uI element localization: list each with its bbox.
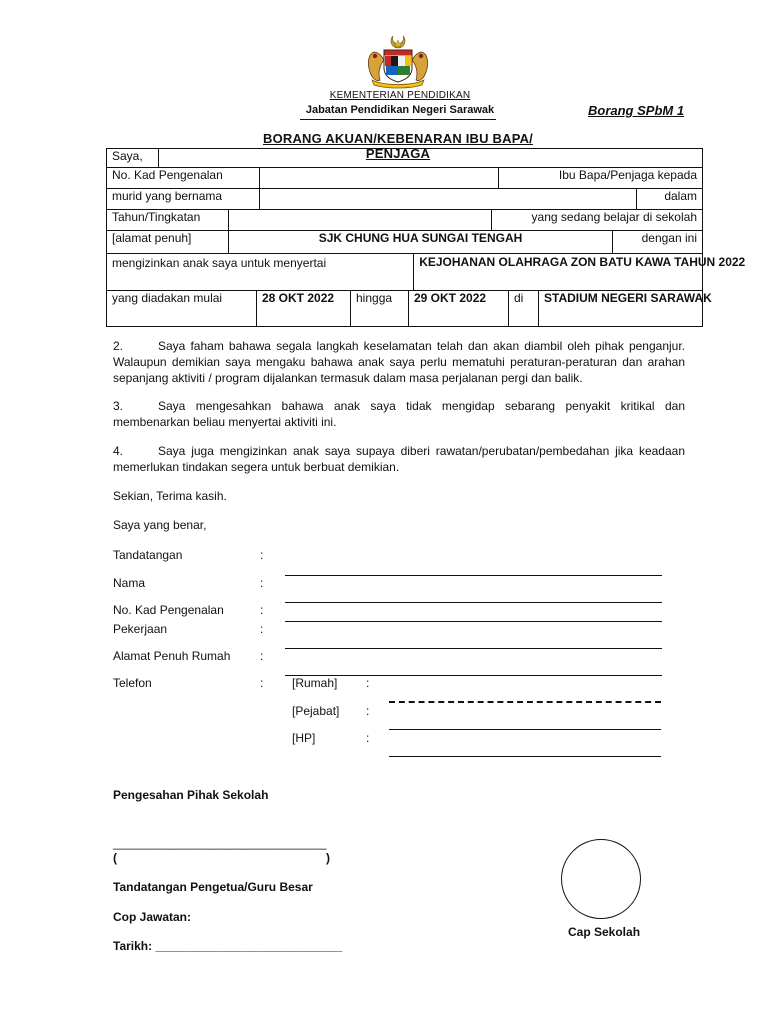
signature-label: Tandatangan [113, 548, 183, 562]
date-end-value: 29 OKT 2022 [409, 291, 509, 327]
declaration-row-student [106, 188, 703, 210]
address-colon: : [260, 649, 264, 663]
paragraph-3-text: Saya mengesahkan bahawa anak saya tidak mengidap sebarang penyakit kritikal dan membenarkan beliau menyertai aktiviti ini. [113, 399, 685, 429]
occupation-colon: : [260, 622, 264, 636]
phone-label: Telefon [113, 676, 152, 690]
home-phone-colon: : [366, 676, 370, 690]
parent-name-field[interactable] [159, 149, 703, 168]
principal-signature-line[interactable]: ________________________________ [113, 836, 327, 850]
studying-at-label: yang sedang belajar di sekolah [492, 210, 703, 231]
permit-join-label: mengizinkan anak saya untuk menyertai [107, 254, 414, 291]
ic-colon: : [260, 603, 264, 617]
ic-line[interactable] [285, 621, 662, 622]
office-phone-colon: : [366, 704, 370, 718]
school-stamp-label: Cap Sekolah [568, 925, 641, 939]
declaration-row-ic [106, 167, 703, 189]
signature-colon: : [260, 548, 264, 562]
year-form-label: Tahun/Tingkatan [107, 210, 229, 231]
event-name-value: KEJOHANAN OLAHRAGA ZON BATU KAWA TAHUN 2022 [414, 254, 703, 291]
declaration-row-school [106, 230, 703, 254]
paragraph-3 [113, 398, 685, 430]
principal-name-open-paren: ( [113, 851, 117, 865]
student-named-label: murid yang bernama [107, 189, 260, 210]
ic-field-label: No. Kad Pengenalan [113, 603, 224, 617]
ministry-name: KEMENTERIAN PENDIDIKAN [329, 90, 471, 101]
paragraph-4-number: 4. [113, 444, 124, 458]
student-name-field[interactable] [260, 189, 637, 210]
parent-to-label: Ibu Bapa/Penjaga kepada [499, 168, 703, 189]
phone-colon: : [260, 676, 264, 690]
closing-text: Sekian, Terima kasih. [113, 489, 227, 503]
in-label: dalam [637, 189, 703, 210]
school-verification-heading: Pengesahan Pihak Sekolah [113, 788, 269, 802]
venue-value: STADIUM NEGERI SARAWAK [539, 291, 703, 327]
at-label: di [509, 291, 539, 327]
sincerely-text: Saya yang benar, [113, 518, 207, 532]
name-label: Nama [113, 576, 146, 590]
date-label[interactable]: Tarikh: ____________________________ [113, 939, 343, 953]
school-name-value: SJK CHUNG HUA SUNGAI TENGAH [229, 231, 613, 254]
signature-line[interactable] [285, 575, 662, 576]
saya-label: Saya, [107, 149, 159, 168]
occupation-line[interactable] [285, 648, 662, 649]
hp-label: [HP] [292, 731, 316, 745]
department-name: Jabatan Pendidikan Negeri Sarawak [305, 104, 495, 116]
office-phone-label: [Pejabat] [292, 704, 340, 718]
declaration-row-saya [106, 148, 703, 168]
home-phone-line[interactable] [389, 701, 661, 703]
form-code: Borang SPbM 1 [588, 103, 685, 118]
address-line[interactable] [285, 675, 662, 676]
malaysia-coat-of-arms-icon [364, 34, 432, 88]
ic-label: No. Kad Pengenalan [107, 168, 260, 189]
paragraph-2 [113, 338, 685, 386]
full-address-label: [alamat penuh] [107, 231, 229, 254]
declaration-row-event [106, 253, 746, 291]
address-label: Alamat Penuh Rumah [113, 649, 231, 663]
declaration-row-year [106, 209, 703, 231]
occupation-label: Pekerjaan [113, 622, 168, 636]
stamp-post-label: Cop Jawatan: [113, 910, 192, 924]
held-from-label: yang diadakan mulai [107, 291, 257, 327]
home-phone-label: [Rumah] [292, 676, 338, 690]
school-stamp-circle [561, 839, 641, 919]
name-colon: : [260, 576, 264, 590]
paragraph-4-text: Saya juga mengizinkan anak saya supaya diberi rawatan/perubatan/pembedahan jika keadaan memerlukan tindakan segera untuk berbuat demikian. [113, 444, 685, 474]
header-divider [300, 119, 496, 120]
until-label: hingga [351, 291, 409, 327]
paragraph-3-number: 3. [113, 399, 124, 413]
year-form-field[interactable] [229, 210, 492, 231]
form-title: BORANG AKUAN/KEBENARAN IBU BAPA/ PENJAGA [262, 131, 533, 161]
paragraph-4 [113, 443, 685, 475]
principal-signature-label: Tandatangan Pengetua/Guru Besar [113, 880, 313, 894]
declaration-row-dates [106, 290, 712, 327]
hp-colon: : [366, 731, 370, 745]
paragraph-2-text: Saya faham bahawa segala langkah keselamatan telah dan akan diambil oleh pihak penganjur. Walaupun demikian saya mengaku bahawa anak saya perlu mematuhi peraturan-peraturan dan arahan sepanjang aktiviti / program dijalankan termasuk dalam masa perjalanan pergi dan balik. [113, 339, 685, 385]
hp-line[interactable] [389, 756, 661, 757]
principal-name-close-paren: ) [326, 851, 330, 865]
hereby-label: dengan ini [613, 231, 703, 254]
paragraph-2-number: 2. [113, 339, 124, 353]
office-phone-line[interactable] [389, 729, 661, 730]
date-start-value: 28 OKT 2022 [257, 291, 351, 327]
name-line[interactable] [285, 602, 662, 603]
parent-ic-field[interactable] [260, 168, 499, 189]
